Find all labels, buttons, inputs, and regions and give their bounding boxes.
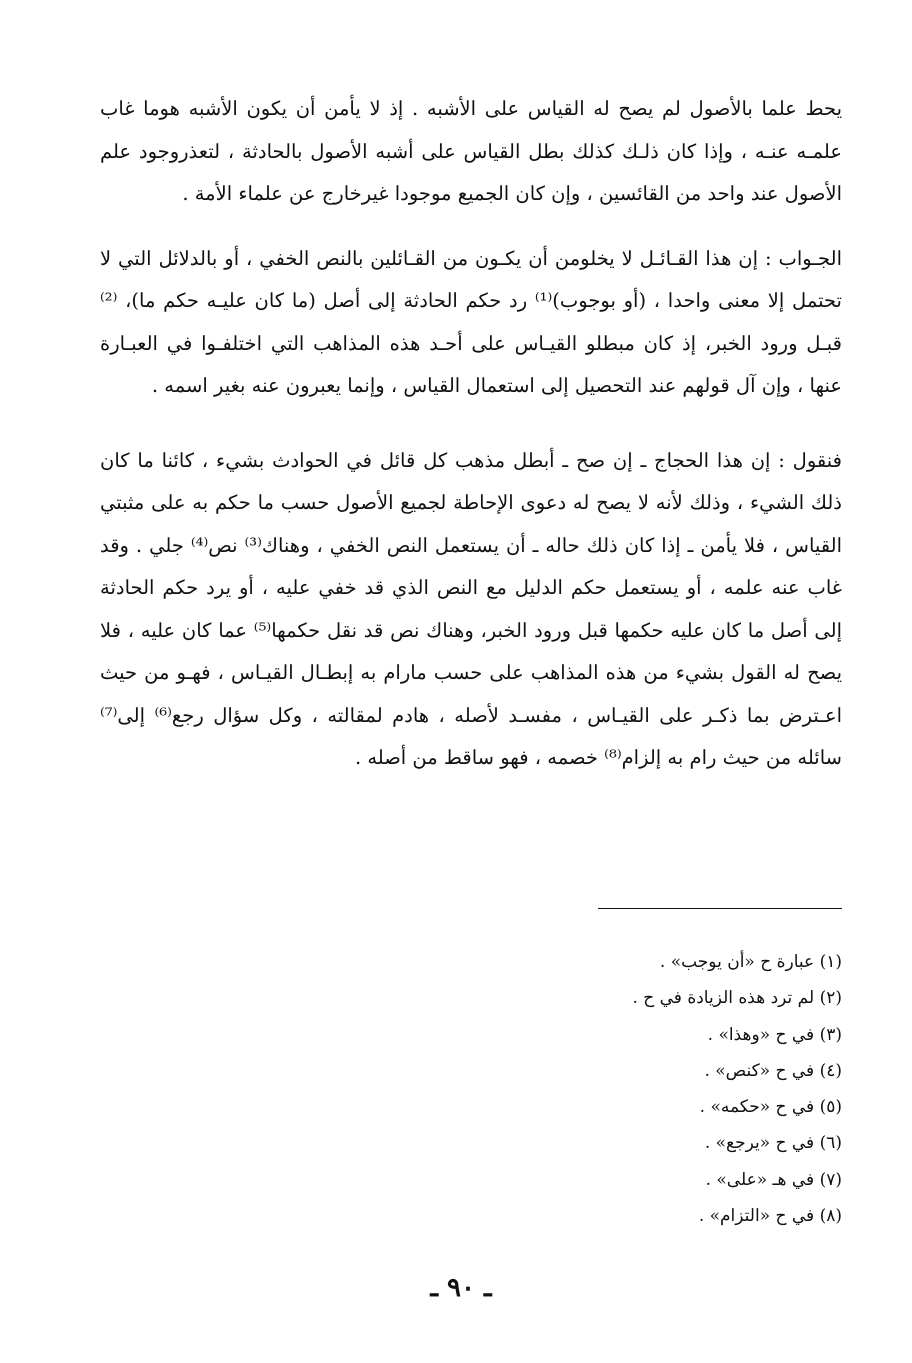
footnote-item: (٧) في هـ «على» . <box>705 1169 842 1190</box>
paragraph-1: يحط علما بالأصول لم يصح له القياس على الأشبه . إذ لا يأمن أن يكون الأشبه هوما غاب علمـه عنـه ، وإذا كان ذلـك كذلك بطل القياس على أشبه الأصول بالحادثة ، لتعذروجود علم الأصول عند واحد من القائسين ، وإن كان الجميع موجودا غيرخارج عن علماء الأمة . <box>100 97 842 205</box>
footnote-item: (٥) في ح «حكمه» . <box>699 1097 842 1118</box>
footnote-separator <box>598 908 842 909</box>
main-text <box>100 88 842 780</box>
page-number: ـ ٩٠ ـ <box>430 1273 492 1303</box>
footnote-item: (٦) في ح «يرجع» . <box>704 1133 842 1154</box>
footnotes-list <box>400 944 842 1234</box>
paragraph-3: فنقول : إن هذا الحجاج ـ إن صح ـ أبطل مذهب كل قائل في الحوادث بشيء ، كائنا ما كان ذلك الشيء ، وذلك لأنه لا يصح له دعوى الإحاطة لجميع الأصول حسب ما حكم به على مثبتي القياس ، فلا يأمن ـ إذا كان ذلك حاله ـ أن يستعمل النص الخفي ، وهناك⁽³⁾ نص⁽⁴⁾ جلي . وقد غاب عنه علمه ، أو يستعمل حكم الدليل مع النص الذي قد خفي عليه ، أو يرد حكم الحادثة إلى أصل ما كان عليه حكمها قبل ورود الخبر، وهناك نص قد نقل حكمها⁽⁵⁾ عما كان عليه ، فلا يصح له القول بشيء من هذه المذاهب على حسب مارام به إبطـال القيـاس ، فهـو من حيث اعـترض بما ذكـر على القيـاس ، مفسـد لأصله ، هادم لمقالته ، وكل سؤال رجع⁽⁶⁾ إلى⁽⁷⁾ سائله من حيث رام به إلزام⁽⁸⁾ خصمه ، فهو ساقط من أصله . <box>100 448 843 769</box>
footnote-item: (٣) في ح «وهذا» . <box>707 1024 842 1045</box>
footnote-item: (٤) في ح «كنص» . <box>704 1060 842 1081</box>
footnote-item: (٨) في ح «التزام» . <box>698 1206 842 1227</box>
footnote-item: (٢) لم ترد هذه الزيادة في ح . <box>632 988 842 1009</box>
paragraph-2: الجـواب : إن هذا القـائـل لا يخلومن أن يكـون من القـائلين بالنص الخفي ، أو بالدلائل التي لا تحتمل إلا معنى واحدا ، (أو بوجوب)⁽¹⁾ رد حكم الحادثة إلى أصل (ما كان عليـه حكم ما)، ⁽²⁾ قبـل ورود الخبر، إذ كان مبطلو القيـاس على أحـد هذه المذاهب التي اختلفـوا في العبـارة عنها ، وإن آل قولهم عند التحصيل إلى استعمال القياس ، وإنما يعبرون عنه بغير اسمه . <box>100 246 842 397</box>
footnote-item: (١) عبارة ح «أن يوجب» . <box>659 952 842 972</box>
